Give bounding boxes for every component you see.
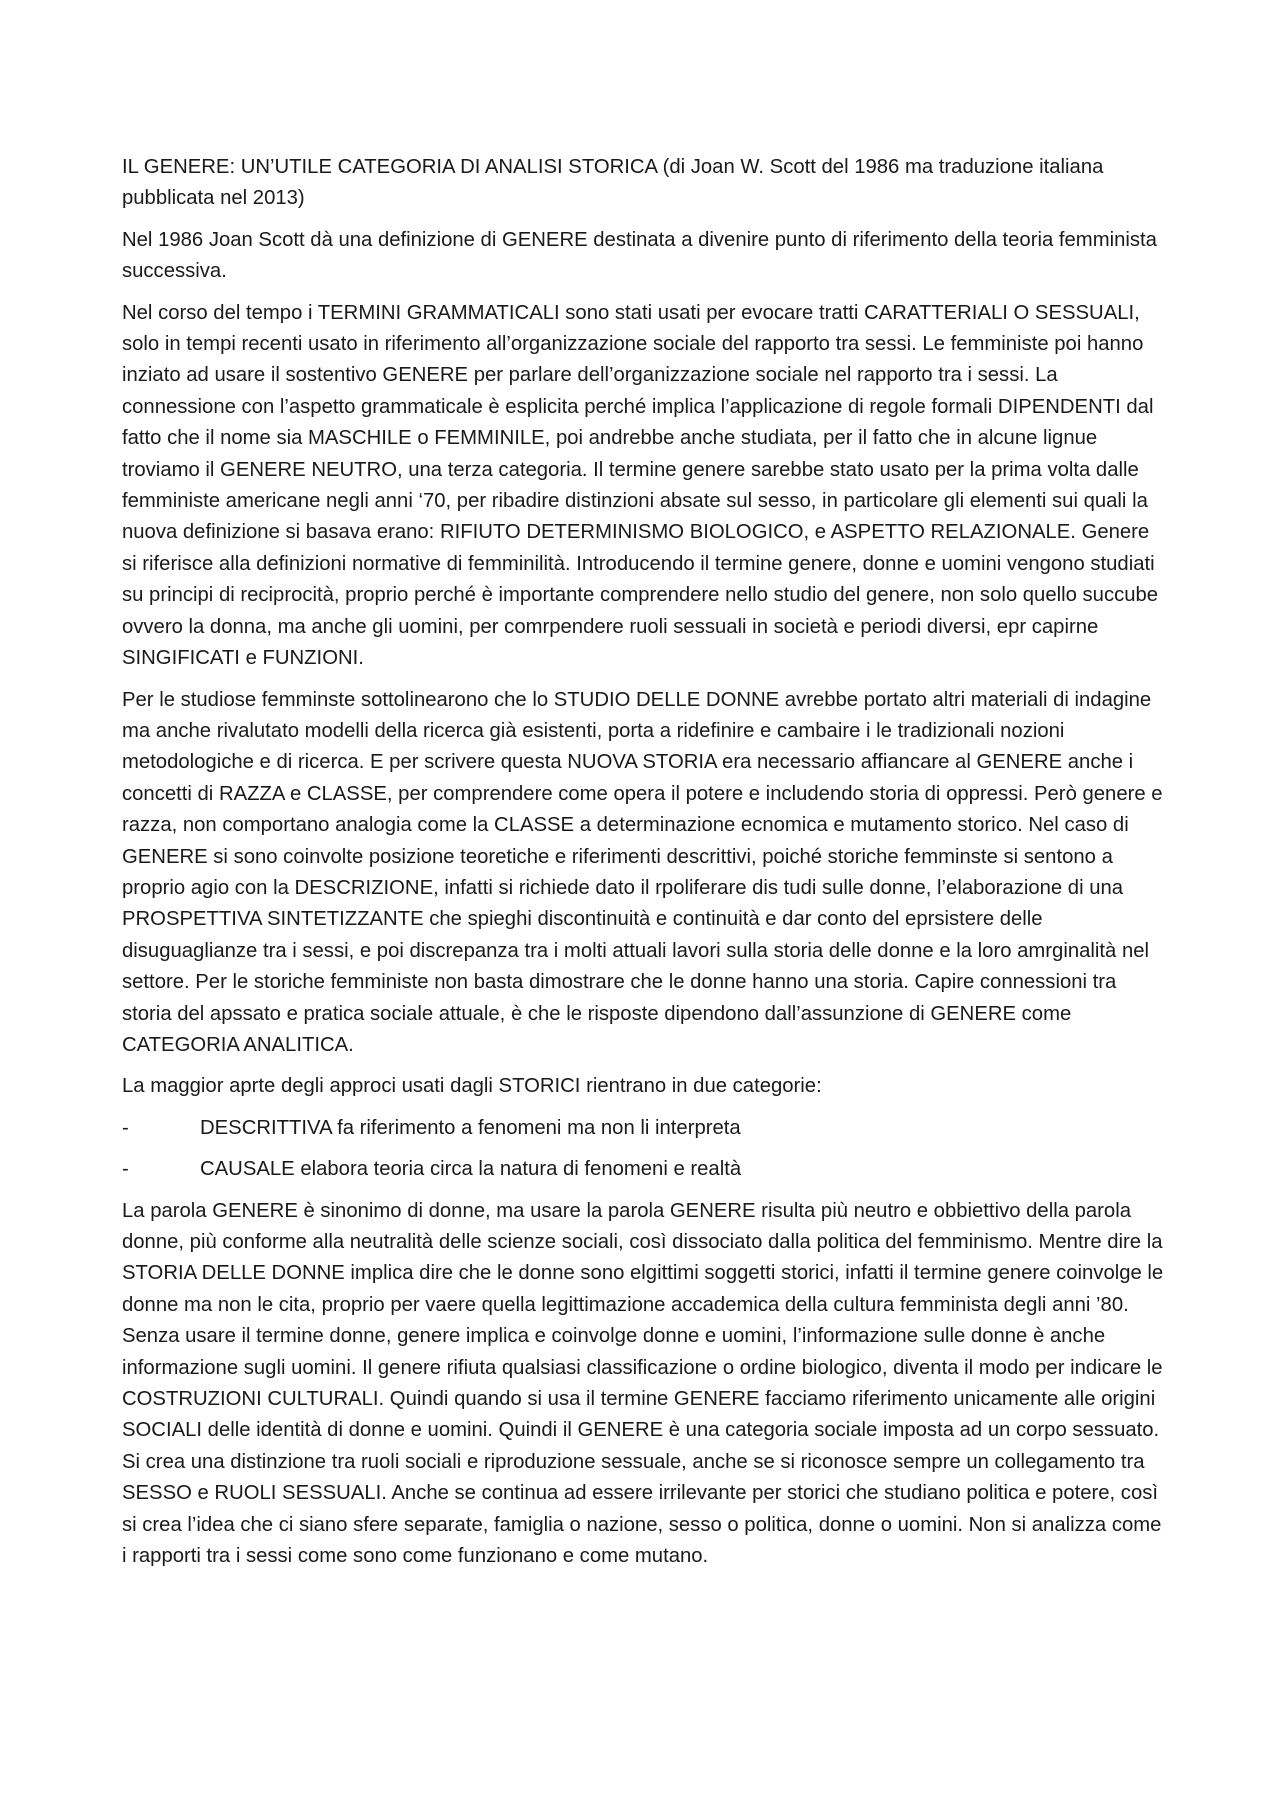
list-item-causale — [122, 1154, 1168, 1185]
document-body — [122, 152, 1168, 1582]
paragraph-grammatical-terms: Nel corso del tempo i TERMINI GRAMMATICALI sono stati usati per evocare tratti CARATTERIALI O SESSUALI, solo in tempi recenti usato in riferimento all’organizzazione sociale del rapporto tra sessi. Le femministe poi hanno inziato ad usare il sostentivo GENERE per parlare dell’organizzazione sociale nel rapporto tra i sessi. La connessione con l’aspetto grammaticale è esplicita perché implica l’applicazione di regole formali DIPENDENTI dal fatto che il nome sia MASCHILE o FEMMINILE, poi andrebbe anche studiata, per il fatto che in alcune lignue troviamo il GENERE NEUTRO, una terza categoria. Il termine genere sarebbe stato usato per la prima volta dalle femministe americane negli anni ‘70, per ribadire distinzioni absate sul sesso, in particolare gli elementi sui quali la nuova definizione si basava erano: RIFIUTO DETERMINISMO BIOLOGICO, e ASPETTO RELAZIONALE. Genere si riferisce alla definizioni normative di femminilità. Introducendo il termine genere, donne e uomini vengono studiati su principi di reciprocità, proprio perché è importante comprendere nello studio del genere, non solo quello succube ovvero la donna, ma anche gli uomini, per comrpendere ruoli sessuali in società e periodi diversi, epr capirne SINGIFICATI e FUNZIONI. — [122, 301, 1159, 670]
paragraph-womens-studies: Per le studiose femminste sottolinearono che lo STUDIO DELLE DONNE avrebbe portato altri materiali di indagine ma anche rivalutato modelli della ricerca già esistenti, porta a ridefinire e cambaire i le tradizionali nozioni metodologiche e di ricerca. E per scrivere questa NUOVA STORIA era necessario affiancare al GENERE anche i concetti di RAZZA e CLASSE, per comprendere come opera il potere e includendo storia di oppressi. Però genere e razza, non comportano analogia come la CLASSE a determinazione ecnomica e mutamento storico. Nel caso di GENERE si sono coinvolte posizione teoretiche e riferimenti descrittivi, poiché storiche femminste si sentono a proprio agio con la DESCRIZIONE, infatti si richiede dato il rpoliferare dis tudi sulle donne, l’elaborazione di una PROSPETTIVA SINTETIZZANTE che spieghi discontinuità e continuità e dar conto del eprsistere delle disuguaglianze tra i sessi, e poi discrepanza tra i molti attuali lavori sulla storia delle donne e la loro amrginalità nel settore. Per le storiche femministe non basta dimostrare che le donne hanno una storia. Capire connessioni tra storia del apssato e pratica sociale attuale, è che le risposte dipendono dall’assunzione di GENERE come CATEGORIA ANALITICA. — [122, 688, 1163, 1056]
list-dash: - — [122, 1158, 129, 1181]
list-item-text: CAUSALE elabora teoria circa la natura di fenomeni e realtà — [200, 1158, 742, 1181]
document-title: IL GENERE: UN’UTILE CATEGORIA DI ANALISI STORICA (di Joan W. Scott del 1986 ma traduzione italiana pubblicata nel 2013) — [122, 156, 1104, 210]
paragraph-intro: Nel 1986 Joan Scott dà una definizione di GENERE destinata a divenire punto di riferimento della teoria femminista successiva. — [122, 228, 1157, 283]
paragraph-approaches: La maggior aprte degli approci usati dagli STORICI rientrano in due categorie: — [122, 1075, 822, 1098]
list-dash: - — [122, 1116, 129, 1139]
list-item-text: DESCRITTIVA fa riferimento a fenomeni ma non li interpreta — [200, 1116, 741, 1139]
paragraph-genere-definition: La parola GENERE è sinonimo di donne, ma usare la parola GENERE risulta più neutro e obbiettivo della parola donne, più conforme alla neutralità delle scienze sociali, così dissociato dalla politica del femminismo. Mentre dire la STORIA DELLE DONNE implica dire che le donne sono elgittimi soggetti storici, infatti il termine genere coinvolge le donne ma non le cita, proprio per vaere quella legittimazione accademica della cultura femminista degli anni ’80. Senza usare il termine donne, genere implica e coinvolge donne e uomini, l’informazione sulle donne è anche informazione sugli uomini. Il genere rifiuta qualsiasi classificazione o ordine biologico, diventa il modo per indicare le COSTRUZIONI CULTURALI. Quindi quando si usa il termine GENERE facciamo riferimento unicamente alle origini SOCIALI delle identità di donne e uomini. Quindi il GENERE è una categoria sociale imposta ad un corpo sessuato. Si crea una distinzione tra ruoli sociali e riproduzione sessuale, anche se si riconosce sempre un collegamento tra SESSO e RUOLI SESSUALI. Anche se continua ad essere irrilevante per storici che studiano politica e potere, così si crea l’idea che ci siano sfere separate, famiglia o nazione, sesso o politica, donne o uomini. Non si analizza come i rapporti tra i sessi come sono come funzionano e come mutano. — [122, 1199, 1164, 1568]
list-item-descrittiva — [122, 1113, 1168, 1144]
